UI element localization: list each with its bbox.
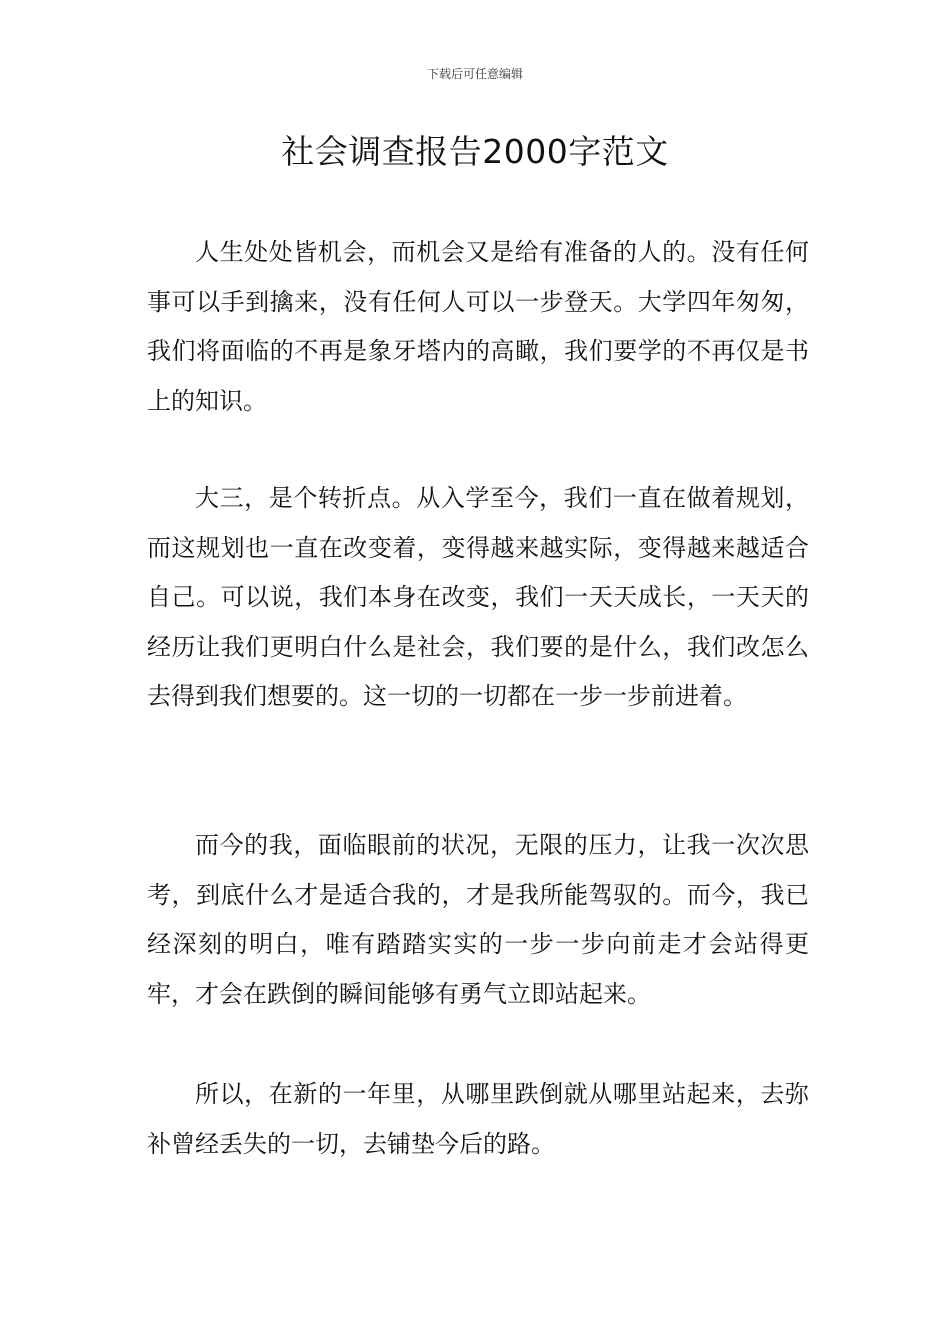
paragraph-4: 所以，在新的一年里，从哪里跌倒就从哪里站起来，去弥补曾经丢失的一切，去铺垫今后的路。	[147, 1080, 809, 1158]
paragraph-3: 而今的我，面临眼前的状况，无限的压力，让我一次次思考，到底什么才是适合我的，才是我所能驾驭的。而今，我已经深刻的明白，唯有踏踏实实的一步一步向前走才会站得更牢，才会在跌倒的瞬间能够有勇气立即站起来。	[147, 831, 809, 1008]
header-note: 下载后可任意编辑	[426, 67, 523, 81]
document-title: 社会调查报告2000字范文	[281, 132, 669, 171]
paragraph-2: 大三，是个转折点。从入学至今，我们一直在做着规划，而这规划也一直在改变着，变得越来越实际，变得越来越适合自己。可以说，我们本身在改变，我们一天天成长，一天天的经历让我们更明白什么是社会，我们要的是什么，我们改怎么去得到我们想要的。这一切的一切都在一步一步前进着。	[147, 484, 809, 711]
paragraph-1: 人生处处皆机会，而机会又是给有准备的人的。没有任何事可以手到擒来，没有任何人可以一步登天。大学四年匆匆，我们将面临的不再是象牙塔内的高瞰，我们要学的不再仅是书上的知识。	[147, 238, 809, 415]
